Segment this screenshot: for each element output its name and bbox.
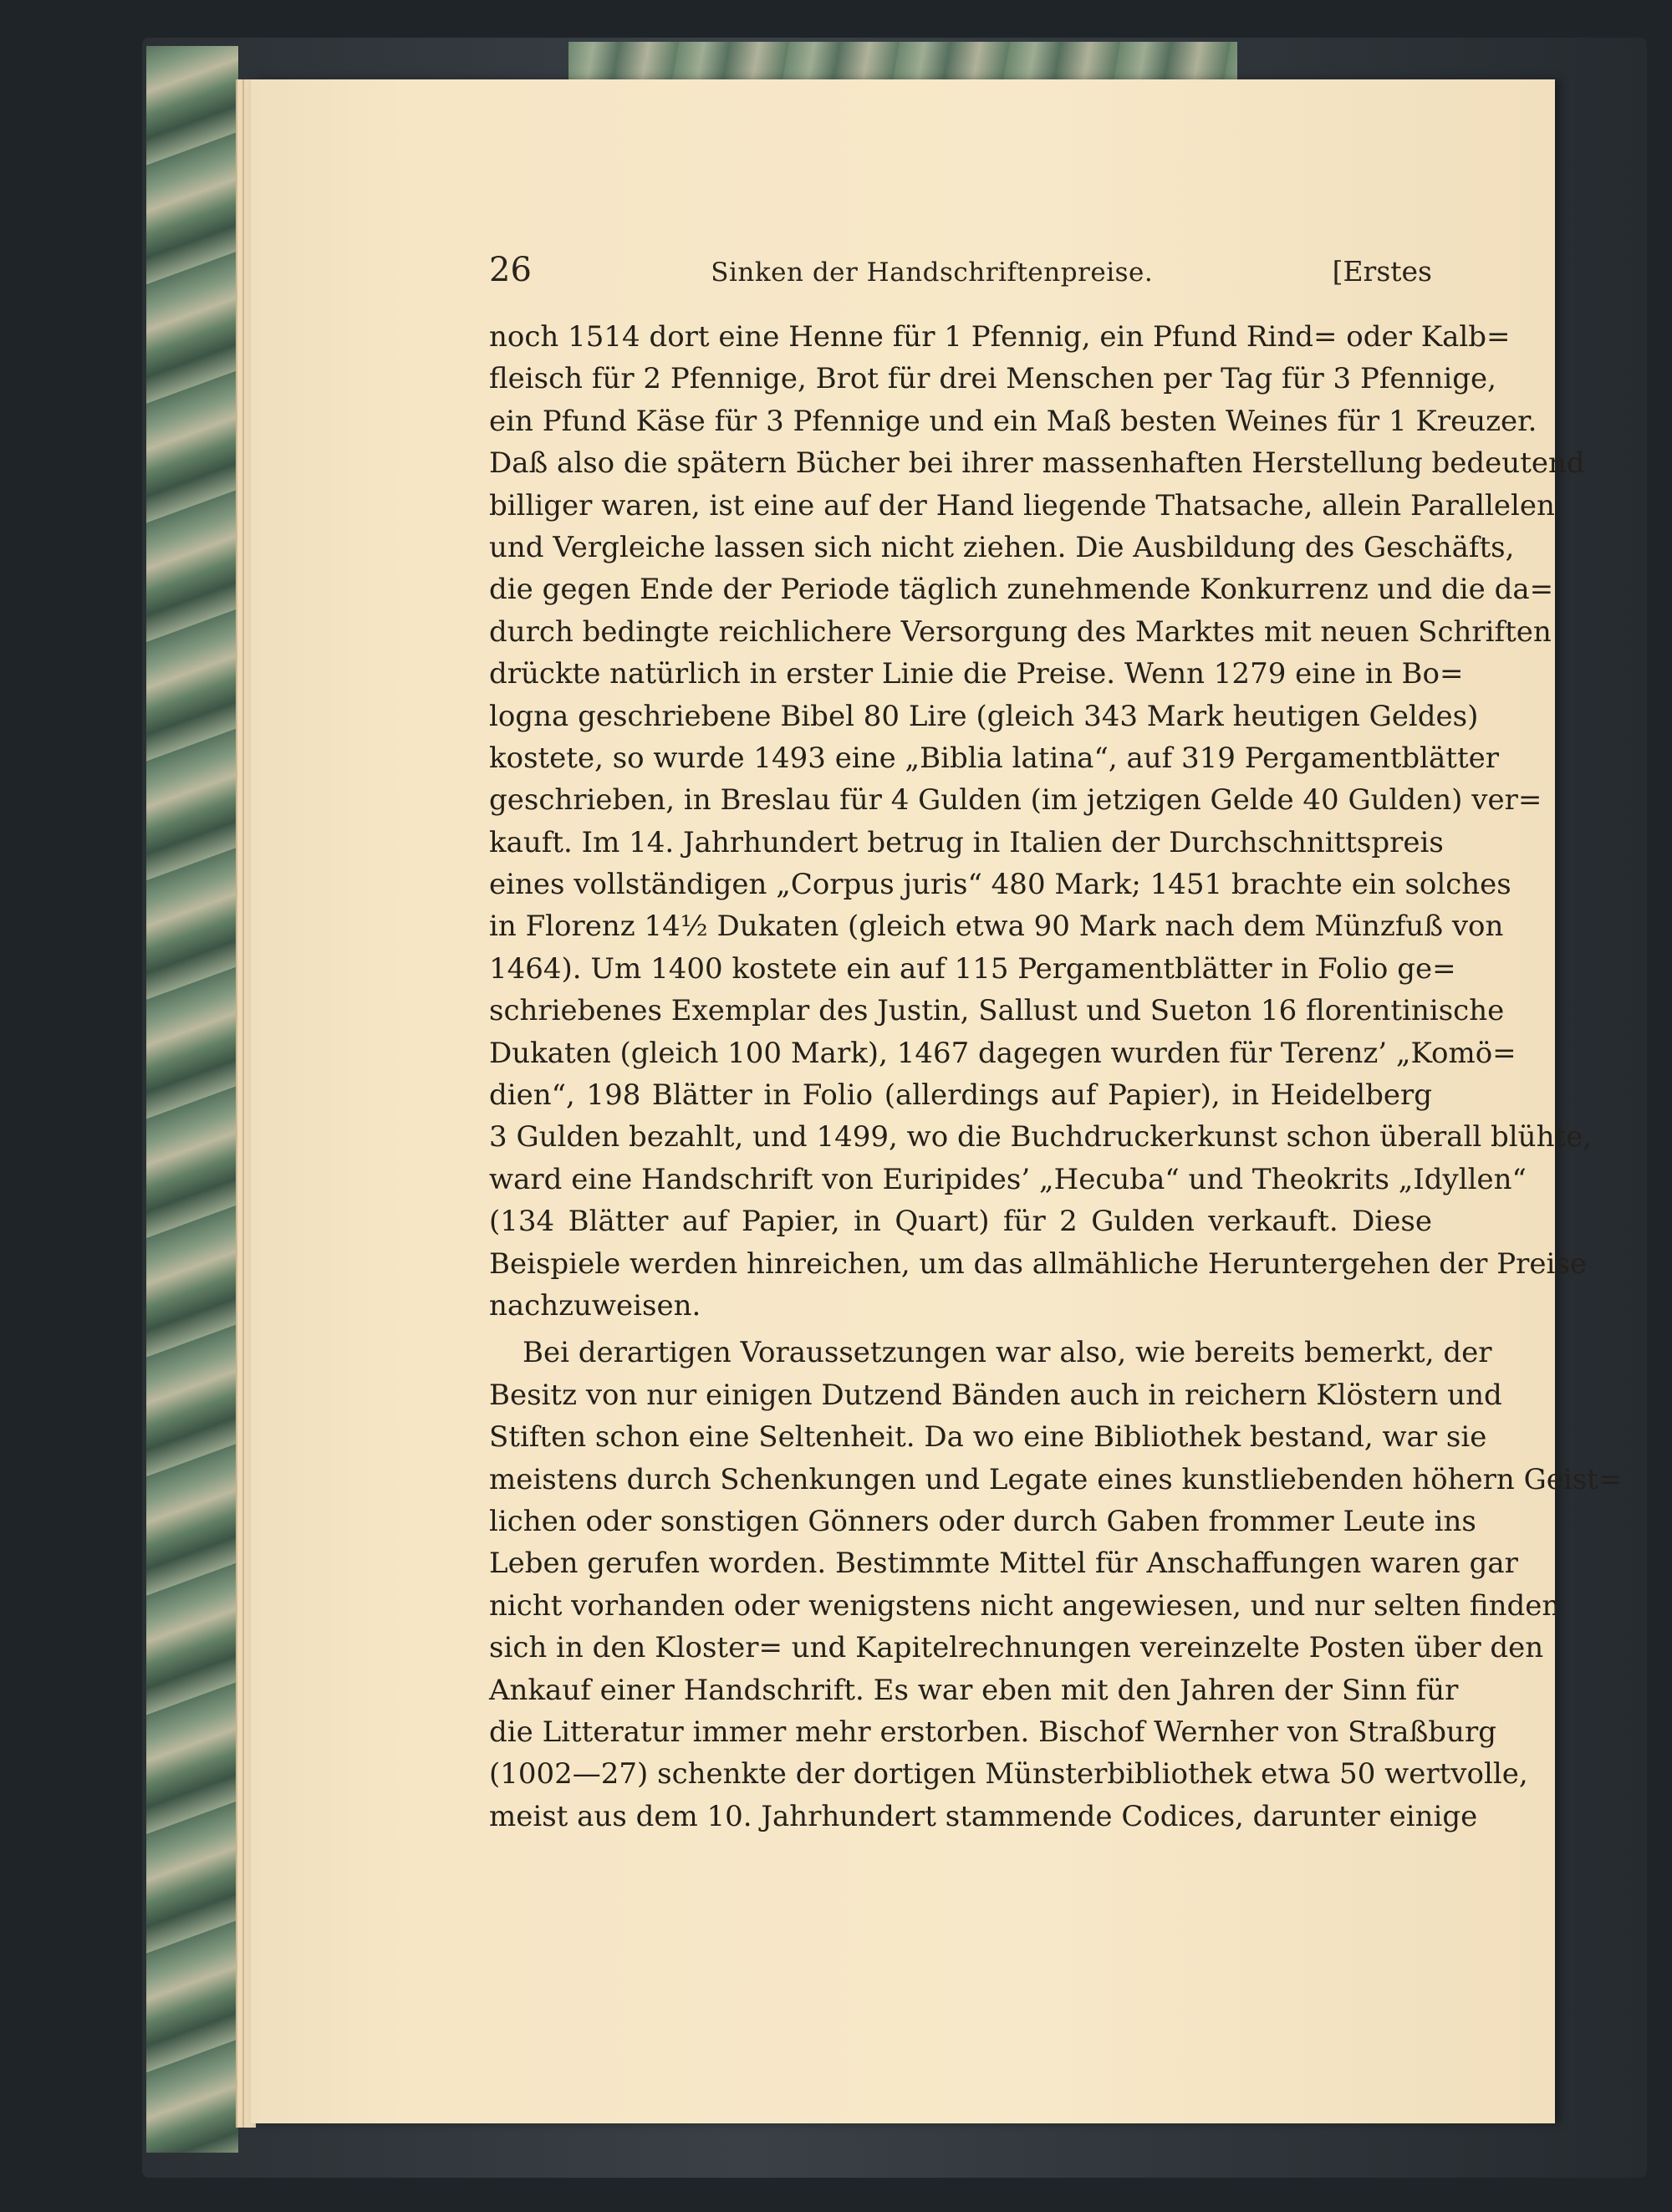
- text-line: noch 1514 dort eine Henne für 1 Pfennig, ein Pfund Rind= oder Kalb=: [489, 320, 1511, 354]
- section-marker: [Erstes: [1332, 255, 1432, 288]
- page-header: [489, 251, 1432, 293]
- text-line: logna geschriebene Bibel 80 Lire (gleich 343 Mark heutigen Geldes): [489, 699, 1479, 733]
- text-line: Dukaten (gleich 100 Mark), 1467 dagegen wurden für Terenz’ „Komö=: [489, 1036, 1517, 1070]
- text-line: billiger waren, ist eine auf der Hand liegende Thatsache, allein Parallelen: [489, 488, 1555, 522]
- text-line: durch bedingte reichlichere Versorgung des Marktes mit neuen Schriften: [489, 614, 1552, 649]
- text-line: die Litteratur immer mehr erstorben. Bischof Wernher von Straßburg: [489, 1715, 1496, 1749]
- text-line: lichen oder sonstigen Gönners oder durch Gaben frommer Leute ins: [489, 1504, 1476, 1538]
- body-text: [489, 316, 1623, 1837]
- text-line: Besitz von nur einigen Dutzend Bänden auch in reichern Klöstern und: [489, 1378, 1502, 1412]
- text-line: kauft. Im 14. Jahrhundert betrug in Italien der Durchschnittspreis: [489, 825, 1444, 859]
- text-line: meist aus dem 10. Jahrhundert stammende Codices, darunter einige: [489, 1799, 1478, 1833]
- running-title: Sinken der Handschriftenpreise.: [711, 257, 1154, 288]
- text-line: eines vollständigen „Corpus juris“ 480 Mark; 1451 brachte ein solches: [489, 868, 1511, 902]
- text-line: 3 Gulden bezahlt, und 1499, wo die Buchdruckerkunst schon überall blühte,: [489, 1120, 1593, 1154]
- marbled-edge: [146, 46, 238, 2153]
- text-line: nicht vorhanden oder wenigstens nicht angewiesen, und nur selten finden: [489, 1588, 1561, 1623]
- text-line: die gegen Ende der Periode täglich zunehmende Konkurrenz und die da=: [489, 573, 1554, 607]
- text-line: ein Pfund Käse für 3 Pfennige und ein Maß besten Weines für 1 Kreuzer.: [489, 404, 1537, 438]
- text-line: Leben gerufen worden. Bestimmte Mittel für Anschaffungen waren gar: [489, 1547, 1518, 1581]
- text-line: Ankauf einer Handschrift. Es war eben mit den Jahren der Sinn für: [489, 1673, 1459, 1707]
- text-line: drückte natürlich in erster Linie die Preise. Wenn 1279 eine in Bo=: [489, 657, 1464, 691]
- text-line: meistens durch Schenkungen und Legate eines kunstliebenden höhern Geist=: [489, 1462, 1623, 1496]
- text-line: Daß also die spätern Bücher bei ihrer massenhaften Herstellung bedeutend: [489, 446, 1585, 481]
- text-line: (134 Blätter auf Papier, in Quart) für 2 Gulden verkauft. Diese: [489, 1205, 1432, 1239]
- text-line: und Vergleiche lassen sich nicht ziehen. Die Ausbildung des Geschäfts,: [489, 530, 1515, 564]
- text-line: Beispiele werden hinreichen, um das allmähliche Heruntergehen der Preise: [489, 1246, 1587, 1281]
- text-line: 1464). Um 1400 kostete ein auf 115 Pergamentblätter in Folio ge=: [489, 951, 1456, 986]
- text-line: sich in den Kloster= und Kapitelrechnungen vereinzelte Posten über den: [489, 1631, 1544, 1665]
- text-line: dien“, 198 Blätter in Folio (allerdings auf Papier), in Heidelberg: [489, 1078, 1432, 1113]
- text-line: Bei derartigen Voraussetzungen war also, wie bereits bemerkt, der: [522, 1336, 1492, 1370]
- text-line: geschrieben, in Breslau für 4 Gulden (im jetzigen Gelde 40 Gulden) ver=: [489, 783, 1542, 818]
- text-line: nachzuweisen.: [489, 1288, 701, 1323]
- text-line: Stiften schon eine Seltenheit. Da wo eine Bibliothek bestand, war sie: [489, 1420, 1487, 1455]
- text-line: schriebenes Exemplar des Justin, Sallust und Sueton 16 florentinische: [489, 994, 1505, 1028]
- text-line: fleisch für 2 Pfennige, Brot für drei Menschen per Tag für 3 Pfennige,: [489, 362, 1496, 396]
- text-line: kostete, so wurde 1493 eine „Biblia latina“, auf 319 Pergamentblätter: [489, 741, 1499, 775]
- text-line: in Florenz 14½ Dukaten (gleich etwa 90 Mark nach dem Münzfuß von: [489, 910, 1504, 944]
- page-number: 26: [489, 251, 532, 289]
- text-line: ward eine Handschrift von Euripides’ „Hecuba“ und Theokrits „Idyllen“: [489, 1162, 1527, 1196]
- text-line: (1002—27) schenkte der dortigen Münsterbibliothek etwa 50 wertvolle,: [489, 1757, 1528, 1792]
